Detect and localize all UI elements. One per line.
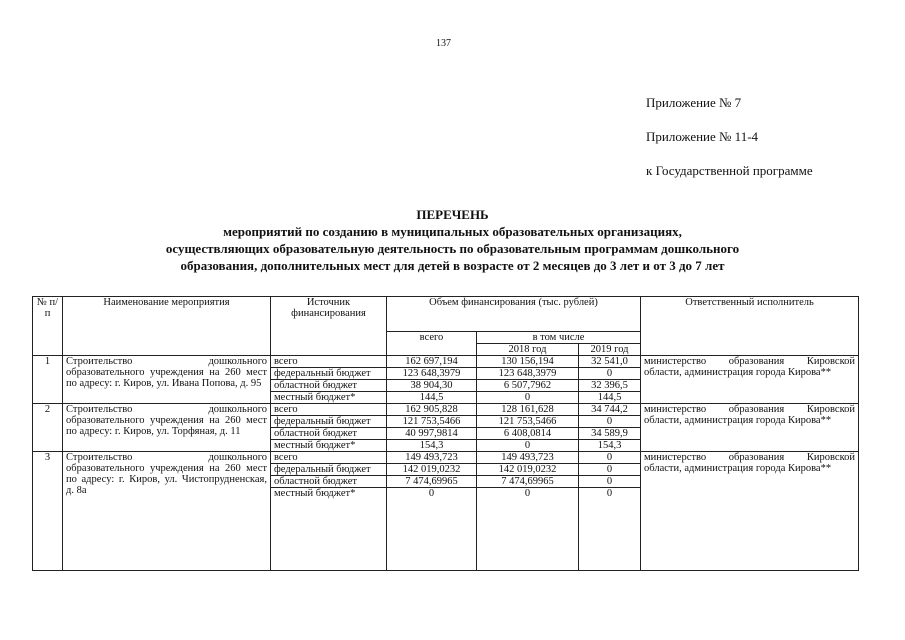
y2018-cell: 6 408,0814 bbox=[477, 428, 579, 440]
source-cell: всего bbox=[271, 404, 387, 416]
y2019-cell: 0 bbox=[579, 464, 641, 476]
y2019-cell: 0 bbox=[579, 368, 641, 380]
measure-name: Строительство дошкольного образовательного учреждения на 260 мест по адресу: г. Киров, ул. Торфяная, д. 11 bbox=[63, 404, 271, 452]
subtitle-line-2: осуществляющих образовательную деятельность по образовательным программам дошкольного bbox=[165, 241, 740, 256]
total-cell: 154,3 bbox=[387, 440, 477, 452]
row-number: 2 bbox=[33, 404, 63, 452]
y2019-cell: 0 bbox=[579, 416, 641, 428]
source-cell: федеральный бюджет bbox=[271, 416, 387, 428]
source-cell: областной бюджет bbox=[271, 428, 387, 440]
total-cell: 162 697,194 bbox=[387, 356, 477, 368]
header-total: всего bbox=[387, 332, 477, 356]
table-row bbox=[33, 452, 859, 464]
y2019-cell: 34 744,2 bbox=[579, 404, 641, 416]
y2018-cell: 130 156,194 bbox=[477, 356, 579, 368]
y2018-cell: 0 bbox=[477, 392, 579, 404]
table-row bbox=[33, 356, 859, 368]
total-cell: 142 019,0232 bbox=[387, 464, 477, 476]
source-cell: федеральный бюджет bbox=[271, 464, 387, 476]
source-cell: федеральный бюджет bbox=[271, 368, 387, 380]
y2019-cell: 0 bbox=[579, 488, 641, 571]
y2018-cell: 128 161,628 bbox=[477, 404, 579, 416]
source-cell: областной бюджет bbox=[271, 380, 387, 392]
header-volume: Объем финансирования (тыс. рублей) bbox=[387, 297, 641, 332]
total-cell: 40 997,9814 bbox=[387, 428, 477, 440]
document-title: ПЕРЕЧЕНЬ bbox=[416, 207, 489, 222]
total-cell: 0 bbox=[387, 488, 477, 571]
y2019-cell: 144,5 bbox=[579, 392, 641, 404]
page-number: 137 bbox=[436, 38, 451, 49]
header-2019: 2019 год bbox=[579, 344, 641, 356]
header-2018: 2018 год bbox=[477, 344, 579, 356]
subtitle-line-1: мероприятий по созданию в муниципальных образовательных организациях, bbox=[223, 224, 682, 239]
row-number: 3 bbox=[33, 452, 63, 571]
total-cell: 38 904,30 bbox=[387, 380, 477, 392]
source-cell: местный бюджет* bbox=[271, 392, 387, 404]
appendix-line-2: Приложение № 11-4 bbox=[646, 129, 759, 144]
total-cell: 144,5 bbox=[387, 392, 477, 404]
total-cell: 121 753,5466 bbox=[387, 416, 477, 428]
y2018-cell: 149 493,723 bbox=[477, 452, 579, 464]
table-row bbox=[33, 404, 859, 416]
source-cell: областной бюджет bbox=[271, 476, 387, 488]
y2018-cell: 121 753,5466 bbox=[477, 416, 579, 428]
measures-table bbox=[32, 296, 859, 571]
row-number: 1 bbox=[33, 356, 63, 404]
header-name: Наименование мероприятия bbox=[63, 297, 271, 356]
y2019-cell: 0 bbox=[579, 476, 641, 488]
total-cell: 7 474,69965 bbox=[387, 476, 477, 488]
y2019-cell: 154,3 bbox=[579, 440, 641, 452]
appendix-line-3: к Государственной программе bbox=[646, 163, 813, 178]
source-cell: всего bbox=[271, 452, 387, 464]
total-cell: 162 905,828 bbox=[387, 404, 477, 416]
responsible-cell: министерство образования Кировской области, администрация города Кирова** bbox=[641, 452, 859, 571]
y2019-cell: 0 bbox=[579, 452, 641, 464]
responsible-cell: министерство образования Кировской области, администрация города Кирова** bbox=[641, 404, 859, 452]
responsible-cell: министерство образования Кировской области, администрация города Кирова** bbox=[641, 356, 859, 404]
y2018-cell: 123 648,3979 bbox=[477, 368, 579, 380]
y2018-cell: 7 474,69965 bbox=[477, 476, 579, 488]
header-source: Источник финансирования bbox=[271, 297, 387, 356]
header-including: в том числе bbox=[477, 332, 641, 344]
header-responsible: Ответственный исполнитель bbox=[641, 297, 859, 356]
source-cell: местный бюджет* bbox=[271, 488, 387, 571]
measure-name: Строительство дошкольного образовательного учреждения на 260 мест по адресу: г. Киров, ул. Чистопрудненская, д. 8а bbox=[63, 452, 271, 571]
y2018-cell: 0 bbox=[477, 440, 579, 452]
total-cell: 123 648,3979 bbox=[387, 368, 477, 380]
header-number: № п/п bbox=[33, 297, 63, 356]
y2018-cell: 0 bbox=[477, 488, 579, 571]
measure-name: Строительство дошкольного образовательного учреждения на 260 мест по адресу: г. Киров, ул. Ивана Попова, д. 95 bbox=[63, 356, 271, 404]
subtitle-line-3: образования, дополнительных мест для детей в возрасте от 2 месяцев до 3 лет и от 3 до 7 лет bbox=[180, 258, 725, 273]
y2019-cell: 32 396,5 bbox=[579, 380, 641, 392]
source-cell: всего bbox=[271, 356, 387, 368]
source-cell: местный бюджет* bbox=[271, 440, 387, 452]
y2018-cell: 142 019,0232 bbox=[477, 464, 579, 476]
y2019-cell: 34 589,9 bbox=[579, 428, 641, 440]
appendix-line-1: Приложение № 7 bbox=[646, 95, 742, 110]
y2018-cell: 6 507,7962 bbox=[477, 380, 579, 392]
y2019-cell: 32 541,0 bbox=[579, 356, 641, 368]
total-cell: 149 493,723 bbox=[387, 452, 477, 464]
